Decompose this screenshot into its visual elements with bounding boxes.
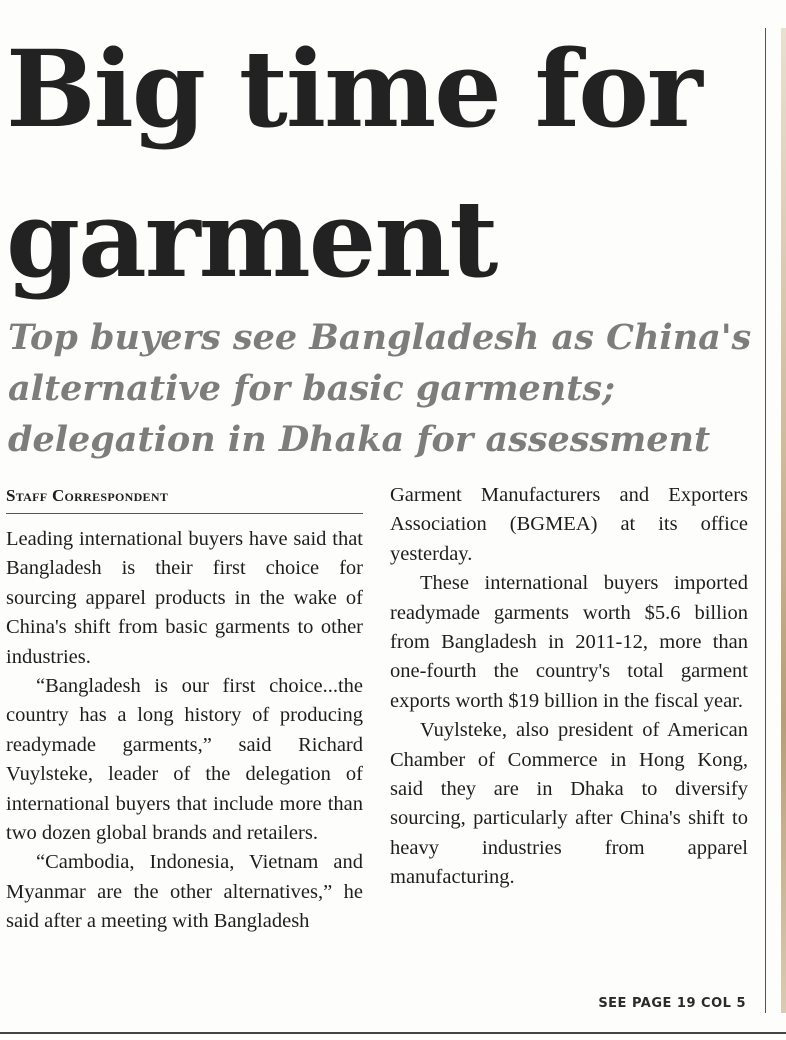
paragraph: “Bangladesh is our first choice...the country has a long history of producing readymade garments,” said Richard Vuylsteke, leader of the delegation of international buyers that include more than two dozen global brands and retailers.: [6, 675, 363, 845]
subheadline-line: Top buyers see Bangladesh as China's: [8, 317, 752, 358]
headline-line: garment: [6, 176, 497, 301]
column-divider: [765, 28, 766, 1013]
headline: [6, 14, 766, 314]
subheadline-line: alternative for basic garments;: [8, 368, 616, 409]
headline-line: Big time for: [6, 26, 701, 151]
article-column-1: [6, 481, 363, 937]
subheadline-line: delegation in Dhaka for assessment: [8, 419, 711, 460]
article-column-2: [390, 481, 748, 893]
byline: Staff Correspondent: [6, 481, 363, 514]
paragraph: Vuylsteke, also president of American Chamber of Commerce in Hong Kong, said they are in Dhaka to diversify sourcing, particularly after China's shift to heavy industries from apparel manufacturing.: [390, 719, 748, 889]
paragraph: Garment Manufacturers and Exporters Association (BGMEA) at its office yesterday.: [390, 484, 748, 565]
subheadline: [8, 312, 768, 465]
adjacent-photo-edge: [781, 28, 786, 1013]
jump-line: SEE PAGE 19 COL 5: [598, 996, 746, 1011]
paragraph: “Cambodia, Indonesia, Vietnam and Myanmar are the other alternatives,” he said after a meeting with Bangladesh: [6, 851, 363, 933]
paragraph: Leading international buyers have said that Bangladesh is their first choice for sourcing apparel products in the wake of China's shift from basic garments to other industries.: [6, 528, 363, 668]
bottom-rule: [0, 1032, 786, 1034]
paragraph: These international buyers imported readymade garments worth $5.6 billion from Bangladesh in 2011-12, more than one-fourth the country's total garment exports worth $19 billion in the fiscal year.: [390, 572, 748, 712]
